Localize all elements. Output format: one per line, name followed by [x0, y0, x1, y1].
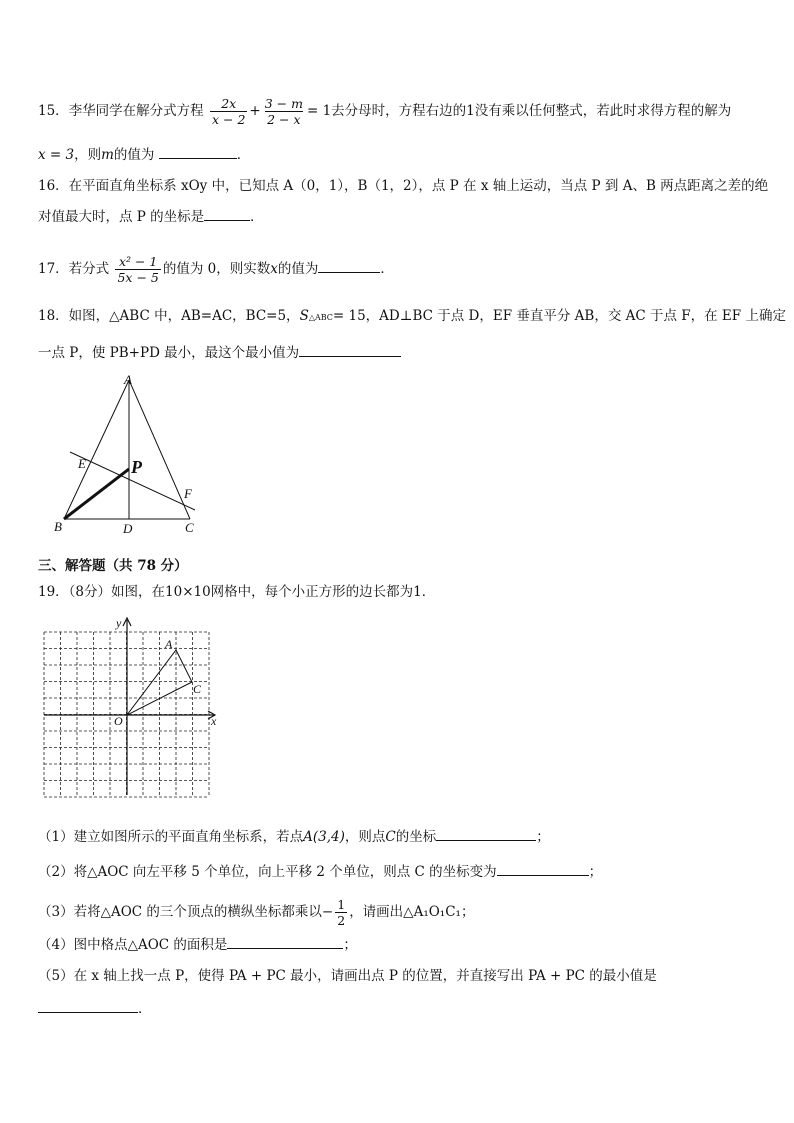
q17-line: [38, 254, 394, 285]
q17-text: 17．若分式: [38, 261, 110, 277]
q19-text: （4）图中格点△AOC 的面积是: [38, 937, 228, 953]
frac-numerator: 2x: [221, 96, 237, 111]
q19-text: （1）建立如图所示的平面直角坐标系，若点: [38, 829, 304, 845]
area-symbol: S: [299, 308, 309, 324]
plus-sign: +: [249, 103, 261, 119]
side-AB: [64, 380, 129, 519]
label-D: D: [123, 521, 133, 536]
frac-denominator: 5x − 5: [117, 270, 159, 285]
semicolon: ；: [588, 864, 603, 880]
q19-part1: [38, 826, 550, 847]
label-C: C: [193, 682, 202, 696]
q17-fraction: [115, 254, 160, 285]
q17-answer-blank[interactable]: [318, 258, 380, 273]
q15-var-m: m: [101, 147, 114, 163]
q19-part1-blank[interactable]: [436, 826, 536, 841]
q15-solution: x = 3: [38, 147, 75, 163]
segment-BP: [64, 469, 129, 519]
q15-text: 李华同学在解分式方程: [68, 103, 204, 119]
semicolon: ；: [536, 829, 550, 845]
q19-part5: （5）在 x 轴上找一点 P，使得 PA + PC 最小，请画出点 P 的位置，并直接写出 PA + PC 的最小值是: [38, 968, 657, 984]
q19-part2-blank[interactable]: [497, 861, 589, 876]
point-A-coord: A(3,4): [303, 829, 345, 845]
q19-text: （3）若将△AOC 的三个顶点的横纵坐标都乘以: [38, 904, 322, 920]
q18-line1: [38, 306, 786, 328]
q18-text: 一点 P，使 PB+PD 最小，最这个最小值为: [38, 345, 300, 361]
q15-number: 15．: [38, 103, 69, 119]
frac-numerator: 3 − m: [264, 96, 303, 111]
label-C: C: [185, 520, 194, 535]
q17-text: 的值为: [277, 261, 319, 277]
q16-line1: 16．在平面直角坐标系 xOy 中，已知点 A（0，1），B（1，2），点 P 在 x 轴上运动，当点 P 到 A、B 两点距离之差的绝: [38, 178, 769, 194]
label-E: E: [78, 456, 86, 471]
semicolon: ；: [343, 937, 357, 953]
q19-text: ，则点: [344, 829, 386, 845]
q15-line2: [38, 144, 250, 165]
label-y: y: [116, 616, 122, 630]
triangle-figure: [40, 368, 220, 540]
label-B: B: [54, 519, 62, 534]
q17-var-x: x: [270, 261, 278, 277]
q15-line1: [38, 96, 731, 127]
q16-text: 对值最大时，点 P 的坐标是: [38, 209, 205, 225]
area-subscript: △ABC: [308, 313, 333, 322]
q19-part4: [38, 934, 357, 955]
q19-part5-blank[interactable]: [38, 998, 138, 1013]
q15-text: ，则: [74, 147, 102, 163]
q18-text: 18．如图，△ABC 中，AB=AC，BC=5，: [38, 308, 300, 324]
q19-text: ，请画出△A₁O₁C₁；: [349, 904, 475, 920]
minus-sign: −: [321, 904, 334, 920]
q17-text: 的值为 0，则实数: [162, 261, 271, 277]
period: ．: [250, 209, 264, 225]
q19-text: （2）将△AOC 向左平移 5 个单位，向上平移 2 个单位，则点 C 的坐标变为: [38, 864, 497, 880]
point-C: C: [385, 829, 396, 845]
period: ．: [236, 147, 251, 163]
label-A: A: [124, 372, 132, 387]
coordinate-grid: [38, 614, 222, 800]
q16-answer-blank[interactable]: [204, 206, 250, 221]
frac-denominator: 2: [337, 913, 346, 928]
q19-text: 的坐标: [395, 829, 437, 845]
frac-numerator: 1: [337, 897, 346, 912]
label-x: x: [211, 714, 217, 728]
q15-fraction-2: [263, 96, 305, 127]
q19-part4-blank[interactable]: [227, 934, 343, 949]
side-AC: [129, 380, 190, 519]
label-A: A: [165, 637, 173, 651]
frac-denominator: x − 2: [211, 112, 246, 127]
q18-text: = 15，AD⊥BC 于点 D，EF 垂直平分 AB，交 AC 于点 F，在 EF 上确定: [332, 308, 786, 324]
q19-half-fraction: [335, 897, 347, 928]
frac-denominator: 2 − x: [267, 112, 301, 127]
q18-line2: [38, 342, 401, 363]
label-O: O: [114, 714, 123, 728]
q19-heading: 19．（8分）如图，在10×10网格中，每个小正方形的边长都为1．: [38, 584, 436, 600]
q19-part2: [38, 861, 602, 882]
q15-answer-blank[interactable]: [159, 144, 237, 159]
label-F: F: [184, 486, 192, 501]
q15-fraction-1: [210, 96, 247, 127]
label-P: P: [131, 457, 142, 477]
frac-numerator: x² − 1: [118, 254, 158, 269]
q16-line2: [38, 206, 264, 227]
q18-answer-blank[interactable]: [299, 342, 401, 357]
section-heading: 三、解答题（共 78 分）: [38, 558, 188, 574]
period: ．: [138, 1001, 152, 1017]
q19-part5-answer: [38, 998, 152, 1019]
q19-part3: [38, 897, 474, 928]
period: ．: [380, 261, 394, 277]
q15-text: = 1去分母时，方程右边的1没有乘以任何整式，若此时求得方程的解为: [306, 103, 732, 119]
q15-text: 的值为: [113, 147, 155, 163]
